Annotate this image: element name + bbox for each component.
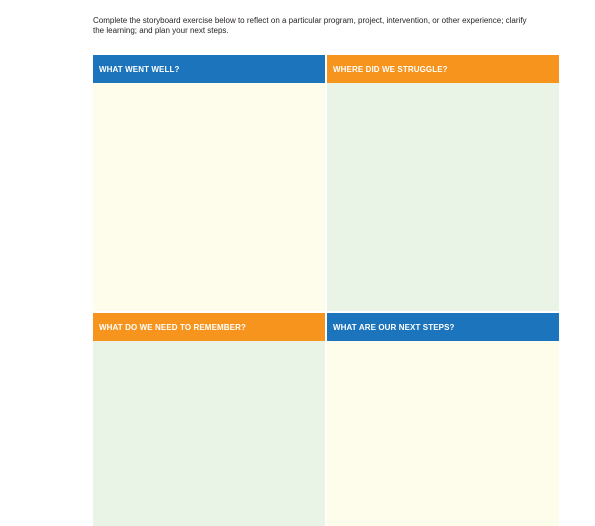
instructions-text: Complete the storyboard exercise below to reflect on a particular program, project, intervention, or other experience; clarify the learning; and plan your next steps.	[93, 16, 527, 35]
storyboard-grid	[93, 55, 559, 526]
panel-header	[327, 55, 559, 83]
panel-header	[93, 55, 325, 83]
panel-header	[327, 313, 559, 341]
panel-title: WHAT DO WE NEED TO REMEMBER?	[99, 322, 246, 332]
panel-what-are-our-next-steps	[327, 313, 559, 526]
panel-writing-area[interactable]	[327, 83, 559, 311]
panel-where-did-we-struggle	[327, 55, 559, 311]
panel-writing-area[interactable]	[93, 341, 325, 526]
panel-writing-area[interactable]	[327, 341, 559, 526]
panel-writing-area[interactable]	[93, 83, 325, 311]
panel-title: WHAT WENT WELL?	[99, 64, 180, 74]
panel-title: WHAT ARE OUR NEXT STEPS?	[333, 322, 455, 332]
panel-title: WHERE DID WE STRUGGLE?	[333, 64, 448, 74]
panel-what-went-well	[93, 55, 325, 311]
panel-what-do-we-need-to-remember	[93, 313, 325, 526]
panel-header	[93, 313, 325, 341]
